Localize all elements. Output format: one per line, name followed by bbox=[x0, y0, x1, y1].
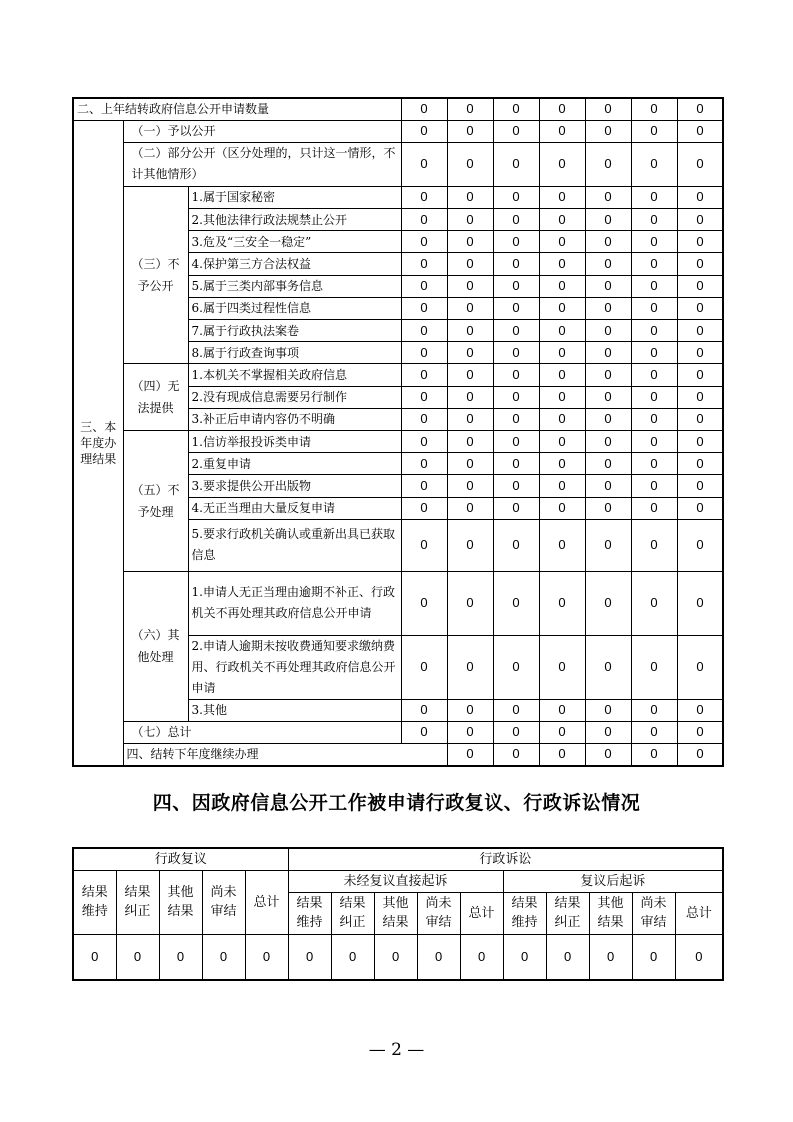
count-cell: 0 bbox=[677, 320, 723, 342]
count-cell: 0 bbox=[539, 364, 585, 386]
litigation-col-header: 总计 bbox=[675, 892, 723, 934]
count-cell: 0 bbox=[585, 342, 631, 364]
review-col-header: 其他结果 bbox=[159, 870, 202, 934]
count-cell: 0 bbox=[539, 297, 585, 319]
count-cell: 0 bbox=[585, 635, 631, 699]
count-cell: 0 bbox=[447, 142, 493, 186]
count-cell: 0 bbox=[677, 342, 723, 364]
subgroup-label: （六）其他处理 bbox=[123, 571, 188, 721]
count-cell: 0 bbox=[677, 186, 723, 208]
count-cell: 0 bbox=[493, 519, 539, 571]
count-cell: 0 bbox=[401, 519, 447, 571]
count-cell: 0 bbox=[677, 453, 723, 475]
count-cell: 0 bbox=[401, 475, 447, 497]
review-litigation-table bbox=[72, 847, 724, 981]
reason-label: 3.补正后申请内容仍不明确 bbox=[188, 408, 401, 430]
count-cell: 0 bbox=[401, 408, 447, 430]
count-cell: 0 bbox=[539, 497, 585, 519]
count-cell: 0 bbox=[401, 571, 447, 635]
count-cell: 0 bbox=[631, 297, 677, 319]
reason-label: 2.重复申请 bbox=[188, 453, 401, 475]
count-cell: 0 bbox=[631, 497, 677, 519]
count-cell: 0 bbox=[447, 342, 493, 364]
count-cell: 0 bbox=[331, 934, 374, 980]
row-carryover-label: 二、上年结转政府信息公开申请数量 bbox=[73, 98, 401, 120]
count-cell: 0 bbox=[493, 699, 539, 721]
count-cell: 0 bbox=[447, 253, 493, 275]
count-cell: 0 bbox=[401, 142, 447, 186]
count-cell: 0 bbox=[202, 934, 245, 980]
count-cell: 0 bbox=[631, 408, 677, 430]
count-cell: 0 bbox=[447, 497, 493, 519]
reason-label: 3.其他 bbox=[188, 699, 401, 721]
count-cell: 0 bbox=[401, 699, 447, 721]
count-cell: 0 bbox=[539, 98, 585, 120]
count-cell: 0 bbox=[546, 934, 589, 980]
table-row bbox=[73, 870, 723, 892]
count-cell: 0 bbox=[585, 497, 631, 519]
count-cell: 0 bbox=[677, 142, 723, 186]
count-cell: 0 bbox=[631, 209, 677, 231]
count-cell: 0 bbox=[493, 231, 539, 253]
reason-label: 1.信访举报投诉类申请 bbox=[188, 430, 401, 452]
item-1-label: （一）予以公开 bbox=[123, 120, 401, 142]
count-cell: 0 bbox=[493, 571, 539, 635]
table-row bbox=[73, 848, 723, 870]
count-cell: 0 bbox=[631, 253, 677, 275]
count-cell: 0 bbox=[447, 635, 493, 699]
count-cell: 0 bbox=[677, 297, 723, 319]
reason-label: 4.无正当理由大量反复申请 bbox=[188, 497, 401, 519]
count-cell: 0 bbox=[401, 635, 447, 699]
count-cell: 0 bbox=[493, 408, 539, 430]
reason-label: 3.要求提供公开出版物 bbox=[188, 475, 401, 497]
count-cell: 0 bbox=[460, 934, 503, 980]
count-cell: 0 bbox=[539, 571, 585, 635]
litigation-col-header: 结果维持 bbox=[503, 892, 546, 934]
count-cell: 0 bbox=[493, 253, 539, 275]
count-cell: 0 bbox=[159, 934, 202, 980]
count-cell: 0 bbox=[585, 231, 631, 253]
reason-label: 3.危及“三安全一稳定” bbox=[188, 231, 401, 253]
count-cell: 0 bbox=[585, 386, 631, 408]
count-cell: 0 bbox=[493, 744, 539, 766]
count-cell: 0 bbox=[677, 364, 723, 386]
count-cell: 0 bbox=[447, 744, 493, 766]
count-cell: 0 bbox=[288, 934, 331, 980]
count-cell: 0 bbox=[677, 408, 723, 430]
count-cell: 0 bbox=[401, 386, 447, 408]
count-cell: 0 bbox=[677, 744, 723, 766]
count-cell: 0 bbox=[677, 635, 723, 699]
count-cell: 0 bbox=[631, 635, 677, 699]
item-2-label: （二）部分公开（区分处理的，只计这一情形，不计其他情形） bbox=[123, 142, 401, 186]
count-cell: 0 bbox=[447, 519, 493, 571]
count-cell: 0 bbox=[447, 320, 493, 342]
litigation-col-header: 尚未审结 bbox=[417, 892, 460, 934]
count-cell: 0 bbox=[447, 475, 493, 497]
count-cell: 0 bbox=[631, 320, 677, 342]
count-cell: 0 bbox=[401, 497, 447, 519]
count-cell: 0 bbox=[631, 430, 677, 452]
count-cell: 0 bbox=[447, 209, 493, 231]
count-cell: 0 bbox=[539, 253, 585, 275]
count-cell: 0 bbox=[539, 386, 585, 408]
subgroup-label: （四）无法提供 bbox=[123, 364, 188, 431]
count-cell: 0 bbox=[631, 699, 677, 721]
count-cell: 0 bbox=[539, 142, 585, 186]
reason-label: 7.属于行政执法案卷 bbox=[188, 320, 401, 342]
count-cell: 0 bbox=[374, 934, 417, 980]
count-cell: 0 bbox=[401, 453, 447, 475]
count-cell: 0 bbox=[677, 475, 723, 497]
count-cell: 0 bbox=[401, 186, 447, 208]
table-row bbox=[73, 120, 723, 142]
count-cell: 0 bbox=[632, 934, 675, 980]
application-results-table bbox=[72, 97, 724, 767]
table-row bbox=[73, 430, 723, 452]
count-cell: 0 bbox=[631, 275, 677, 297]
count-cell: 0 bbox=[493, 721, 539, 743]
reason-label: 8.属于行政查询事项 bbox=[188, 342, 401, 364]
count-cell: 0 bbox=[631, 571, 677, 635]
count-cell: 0 bbox=[585, 744, 631, 766]
count-cell: 0 bbox=[585, 430, 631, 452]
count-cell: 0 bbox=[631, 475, 677, 497]
count-cell: 0 bbox=[585, 699, 631, 721]
count-cell: 0 bbox=[677, 231, 723, 253]
count-cell: 0 bbox=[401, 209, 447, 231]
table-row bbox=[73, 721, 723, 743]
review-col-header: 尚未审结 bbox=[202, 870, 245, 934]
section-4-title: 四、因政府信息公开工作被申请行政复议、行政诉讼情况 bbox=[152, 792, 641, 814]
count-cell: 0 bbox=[677, 430, 723, 452]
reason-label: 5.属于三类内部事务信息 bbox=[188, 275, 401, 297]
count-cell: 0 bbox=[401, 342, 447, 364]
count-cell: 0 bbox=[677, 209, 723, 231]
count-cell: 0 bbox=[585, 142, 631, 186]
litigation-col-header: 其他结果 bbox=[589, 892, 632, 934]
count-cell: 0 bbox=[493, 120, 539, 142]
count-cell: 0 bbox=[417, 934, 460, 980]
count-cell: 0 bbox=[675, 934, 723, 980]
count-cell: 0 bbox=[585, 364, 631, 386]
direct-suit-header: 未经复议直接起诉 bbox=[288, 870, 503, 892]
count-cell: 0 bbox=[493, 209, 539, 231]
review-col-header: 总计 bbox=[245, 870, 288, 934]
count-cell: 0 bbox=[401, 430, 447, 452]
count-cell: 0 bbox=[585, 186, 631, 208]
count-cell: 0 bbox=[631, 364, 677, 386]
subgroup-label: （五）不予处理 bbox=[123, 430, 188, 571]
review-col-header: 结果维持 bbox=[73, 870, 116, 934]
review-col-header: 结果纠正 bbox=[116, 870, 159, 934]
count-cell: 0 bbox=[245, 934, 288, 980]
table-row bbox=[73, 744, 723, 766]
count-cell: 0 bbox=[401, 297, 447, 319]
count-cell: 0 bbox=[503, 934, 546, 980]
count-cell: 0 bbox=[585, 253, 631, 275]
count-cell: 0 bbox=[585, 320, 631, 342]
count-cell: 0 bbox=[539, 744, 585, 766]
count-cell: 0 bbox=[493, 635, 539, 699]
count-cell: 0 bbox=[493, 386, 539, 408]
count-cell: 0 bbox=[631, 721, 677, 743]
count-cell: 0 bbox=[447, 364, 493, 386]
reason-label: 2.没有现成信息需要另行制作 bbox=[188, 386, 401, 408]
count-cell: 0 bbox=[677, 699, 723, 721]
count-cell: 0 bbox=[447, 721, 493, 743]
count-cell: 0 bbox=[585, 408, 631, 430]
count-cell: 0 bbox=[677, 571, 723, 635]
count-cell: 0 bbox=[401, 275, 447, 297]
reason-label: 2.其他法律行政法规禁止公开 bbox=[188, 209, 401, 231]
litigation-col-header: 结果纠正 bbox=[546, 892, 589, 934]
reason-label: 2.申请人逾期未按收费通知要求缴纳费用、行政机关不再处理其政府信息公开申请 bbox=[188, 635, 401, 699]
count-cell: 0 bbox=[631, 120, 677, 142]
litigation-col-header: 结果维持 bbox=[288, 892, 331, 934]
count-cell: 0 bbox=[493, 297, 539, 319]
count-cell: 0 bbox=[631, 744, 677, 766]
count-cell: 0 bbox=[447, 231, 493, 253]
litigation-col-header: 结果纠正 bbox=[331, 892, 374, 934]
count-cell: 0 bbox=[677, 721, 723, 743]
subgroup-label: （三）不予公开 bbox=[123, 186, 188, 364]
reason-label: 1.申请人无正当理由逾期不补正、行政机关不再处理其政府信息公开申请 bbox=[188, 571, 401, 635]
group-3-label: 三、本年度办理结果 bbox=[73, 120, 123, 766]
count-cell: 0 bbox=[631, 342, 677, 364]
count-cell: 0 bbox=[447, 297, 493, 319]
count-cell: 0 bbox=[493, 497, 539, 519]
count-cell: 0 bbox=[631, 142, 677, 186]
count-cell: 0 bbox=[585, 721, 631, 743]
table-row bbox=[73, 142, 723, 186]
table-row bbox=[73, 934, 723, 980]
count-cell: 0 bbox=[585, 275, 631, 297]
litigation-col-header: 其他结果 bbox=[374, 892, 417, 934]
count-cell: 0 bbox=[493, 364, 539, 386]
count-cell: 0 bbox=[539, 699, 585, 721]
row-next-label: 四、结转下年度继续办理 bbox=[123, 744, 447, 766]
after-review-header: 复议后起诉 bbox=[503, 870, 723, 892]
page-number: — 2 — bbox=[368, 1040, 425, 1060]
count-cell: 0 bbox=[447, 453, 493, 475]
count-cell: 0 bbox=[631, 453, 677, 475]
reason-label: 1.属于国家秘密 bbox=[188, 186, 401, 208]
count-cell: 0 bbox=[539, 342, 585, 364]
litigation-col-header: 总计 bbox=[460, 892, 503, 934]
count-cell: 0 bbox=[447, 98, 493, 120]
count-cell: 0 bbox=[539, 721, 585, 743]
count-cell: 0 bbox=[447, 386, 493, 408]
count-cell: 0 bbox=[539, 320, 585, 342]
count-cell: 0 bbox=[631, 386, 677, 408]
table-row bbox=[73, 186, 723, 208]
count-cell: 0 bbox=[585, 453, 631, 475]
count-cell: 0 bbox=[401, 253, 447, 275]
count-cell: 0 bbox=[539, 275, 585, 297]
count-cell: 0 bbox=[447, 275, 493, 297]
count-cell: 0 bbox=[493, 142, 539, 186]
count-cell: 0 bbox=[589, 934, 632, 980]
count-cell: 0 bbox=[631, 186, 677, 208]
count-cell: 0 bbox=[493, 342, 539, 364]
count-cell: 0 bbox=[539, 635, 585, 699]
count-cell: 0 bbox=[401, 98, 447, 120]
count-cell: 0 bbox=[447, 699, 493, 721]
count-cell: 0 bbox=[677, 386, 723, 408]
count-cell: 0 bbox=[447, 408, 493, 430]
count-cell: 0 bbox=[493, 98, 539, 120]
count-cell: 0 bbox=[539, 519, 585, 571]
table-row bbox=[73, 364, 723, 386]
count-cell: 0 bbox=[401, 721, 447, 743]
count-cell: 0 bbox=[447, 120, 493, 142]
count-cell: 0 bbox=[677, 253, 723, 275]
reason-label: 5.要求行政机关确认或重新出具已获取信息 bbox=[188, 519, 401, 571]
count-cell: 0 bbox=[585, 519, 631, 571]
count-cell: 0 bbox=[447, 186, 493, 208]
admin-litigation-header: 行政诉讼 bbox=[288, 848, 723, 870]
count-cell: 0 bbox=[539, 186, 585, 208]
count-cell: 0 bbox=[539, 430, 585, 452]
litigation-col-header: 尚未审结 bbox=[632, 892, 675, 934]
count-cell: 0 bbox=[539, 408, 585, 430]
count-cell: 0 bbox=[73, 934, 116, 980]
count-cell: 0 bbox=[539, 231, 585, 253]
count-cell: 0 bbox=[585, 571, 631, 635]
count-cell: 0 bbox=[677, 275, 723, 297]
count-cell: 0 bbox=[493, 430, 539, 452]
count-cell: 0 bbox=[585, 475, 631, 497]
count-cell: 0 bbox=[631, 98, 677, 120]
count-cell: 0 bbox=[401, 320, 447, 342]
table-row bbox=[73, 98, 723, 120]
count-cell: 0 bbox=[585, 209, 631, 231]
reason-label: 6.属于四类过程性信息 bbox=[188, 297, 401, 319]
count-cell: 0 bbox=[677, 497, 723, 519]
count-cell: 0 bbox=[631, 519, 677, 571]
count-cell: 0 bbox=[539, 209, 585, 231]
count-cell: 0 bbox=[677, 120, 723, 142]
count-cell: 0 bbox=[539, 475, 585, 497]
count-cell: 0 bbox=[401, 364, 447, 386]
count-cell: 0 bbox=[631, 231, 677, 253]
count-cell: 0 bbox=[447, 571, 493, 635]
table-row bbox=[73, 571, 723, 635]
count-cell: 0 bbox=[447, 430, 493, 452]
count-cell: 0 bbox=[493, 275, 539, 297]
count-cell: 0 bbox=[539, 453, 585, 475]
count-cell: 0 bbox=[116, 934, 159, 980]
count-cell: 0 bbox=[493, 320, 539, 342]
count-cell: 0 bbox=[401, 231, 447, 253]
count-cell: 0 bbox=[585, 120, 631, 142]
count-cell: 0 bbox=[677, 519, 723, 571]
count-cell: 0 bbox=[539, 120, 585, 142]
item-7-label: （七）总计 bbox=[123, 721, 401, 743]
count-cell: 0 bbox=[585, 98, 631, 120]
count-cell: 0 bbox=[493, 475, 539, 497]
count-cell: 0 bbox=[493, 453, 539, 475]
admin-review-header: 行政复议 bbox=[73, 848, 288, 870]
count-cell: 0 bbox=[493, 186, 539, 208]
count-cell: 0 bbox=[585, 297, 631, 319]
count-cell: 0 bbox=[401, 120, 447, 142]
count-cell: 0 bbox=[677, 98, 723, 120]
reason-label: 4.保护第三方合法权益 bbox=[188, 253, 401, 275]
reason-label: 1.本机关不掌握相关政府信息 bbox=[188, 364, 401, 386]
